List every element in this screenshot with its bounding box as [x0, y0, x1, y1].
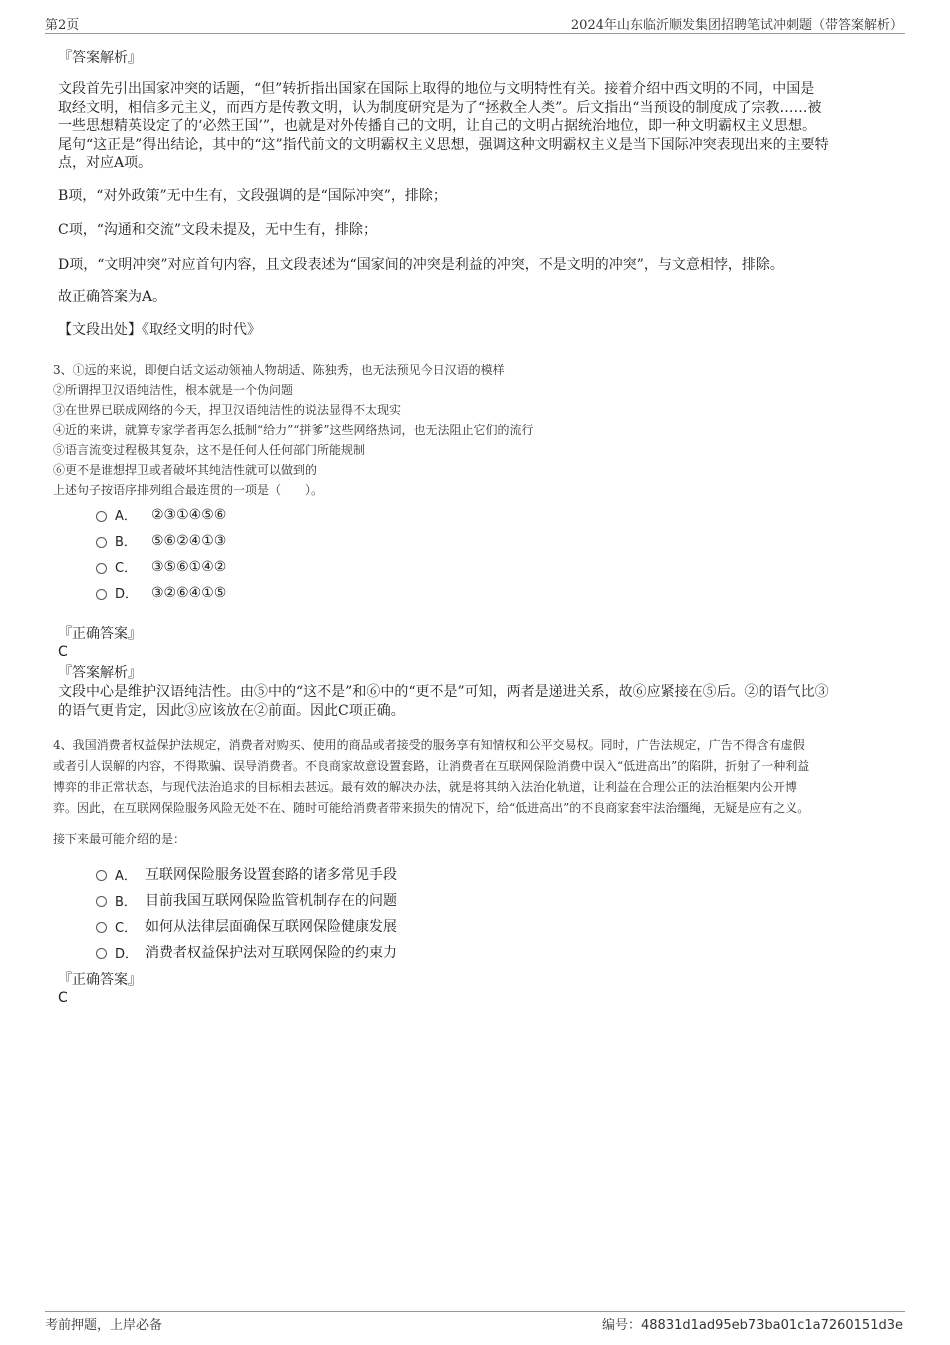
radio-icon[interactable]: [96, 948, 107, 959]
header-divider: [45, 33, 905, 34]
footer-divider: [45, 1311, 905, 1312]
q2-conclusion: 故正确答案为A。: [58, 289, 167, 305]
q2-analysis-line: 尾句“这正是”得出结论，其中的“这”指代前文的文明霸权主义思想，强调这种文明霸权主义是当下国际冲突表现出来的主要特: [58, 136, 829, 153]
radio-icon[interactable]: [96, 511, 107, 522]
q3-option-a[interactable]: [96, 505, 226, 524]
radio-icon[interactable]: [96, 922, 107, 933]
q3-answer-label: 『正确答案』: [58, 626, 142, 642]
q3-analysis-line: 文段中心是维护汉语纯洁性。由⑤中的“这不是”和⑥中的“更不是”可知，两者是递进关系，故⑥应紧接在⑤后。②的语气比③: [58, 684, 829, 700]
q2-analysis-line: 文段首先引出国家冲突的话题，“但”转折指出国家在国际上取得的地位与文明特性有关。接着介绍中西文明的不同，中国是: [58, 81, 815, 97]
footer-code-label: 编号：: [601, 1318, 641, 1333]
q3-answer: C: [58, 644, 68, 660]
q3-stem-line: 3、①远的来说，即便白话文运动领袖人物胡适、陈独秀，也无法预见今日汉语的模样: [53, 363, 505, 377]
q3-stem-line: 上述句子按语序排列组合最连贯的一项是（ ）。: [53, 483, 324, 497]
radio-icon[interactable]: [96, 563, 107, 574]
q4-option-c[interactable]: [96, 916, 397, 936]
option-text: ⑤⑥②④①③: [151, 532, 227, 549]
radio-icon[interactable]: [96, 896, 107, 907]
q2-analysis-line: 取经文明，相信多元主义，而西方是传教文明，认为制度研究是为了“拯救全人类”。后文指出“当预设的制度成了宗教……被: [58, 99, 822, 116]
q3-analysis: [58, 683, 898, 720]
q4-stem-line: 博弈的非正常状态，与现代法治追求的目标相去甚远。最有效的解决办法，就是将其纳入法治化轨道，让利益在合理公正的法治框架内公开博: [53, 780, 798, 794]
q3-stem: [53, 360, 534, 500]
q2-analysis-label: 『答案解析』: [58, 50, 142, 66]
option-text: ③⑤⑥①④②: [151, 558, 227, 575]
q2-option-d-analysis: D项，“文明冲突”对应首句内容，且文段表述为“国家间的冲突是利益的冲突，不是文明的冲突”，与文意相悖，排除。: [58, 257, 784, 273]
q4-stem: [53, 735, 898, 819]
q3-analysis-line: 的语气更肯定，因此③应该放在②前面。因此C项正确。: [58, 702, 405, 719]
footer-slogan: 考前押题，上岸必备: [45, 1318, 163, 1333]
q2-option-c-analysis: C项，“沟通和交流”文段未提及，无中生有，排除；: [58, 222, 378, 238]
q4-stem-line: 弈。因此，在互联网保险服务风险无处不在、随时可能给消费者带来损失的情况下，给“低进高出”的不良商家套牢法治缰绳，无疑是应有之义。: [53, 801, 810, 815]
q2-source: 【文段出处】《取经文明的时代》: [58, 322, 261, 338]
q4-question: 接下来最可能介绍的是：: [53, 832, 186, 846]
page-number: 第2页: [45, 18, 80, 33]
q3-stem-line: ②所谓捍卫汉语纯洁性，根本就是一个伪问题: [53, 383, 294, 397]
radio-icon[interactable]: [96, 589, 107, 600]
q4-option-b[interactable]: [96, 890, 397, 910]
option-letter: B．: [115, 535, 137, 550]
q4-answer-label: 『正确答案』: [58, 972, 142, 988]
q2-analysis-line: 一些思想精英设定了的‘必然王国’”，也就是对外传播自己的文明，让自己的文明占据统治地位，即一种文明霸权主义思想。: [58, 118, 817, 134]
q3-stem-line: ⑤语言流变过程极其复杂，这不是任何人任何部门所能规制: [53, 443, 366, 457]
option-text: 如何从法律层面确保互联网保险健康发展: [145, 919, 397, 935]
q2-analysis: [58, 80, 898, 173]
q4-answer: C: [58, 990, 68, 1006]
document-title: 2024年山东临沂顺发集团招聘笔试冲刺题（带答案解析）: [570, 18, 903, 33]
option-letter: C．: [115, 920, 138, 936]
q3-stem-line: ③在世界已联成网络的今天，捍卫汉语纯洁性的说法显得不太现实: [53, 403, 402, 417]
q3-option-d[interactable]: [96, 583, 226, 602]
q2-analysis-line: 点，对应A项。: [58, 155, 153, 171]
q4-option-d[interactable]: [96, 942, 397, 962]
option-letter: B．: [115, 894, 137, 910]
q3-option-b[interactable]: [96, 531, 226, 550]
q3-stem-line: ⑥更不是谁想捍卫或者破坏其纯洁性就可以做到的: [53, 463, 318, 477]
option-letter: D．: [115, 587, 139, 602]
radio-icon[interactable]: [96, 537, 107, 548]
option-letter: D．: [115, 946, 139, 962]
q4-stem-line: 4、我国消费者权益保护法规定，消费者对购买、使用的商品或者接受的服务享有知情权和公平交易权。同时，广告法规定，广告不得含有虚假: [53, 738, 805, 752]
option-letter: A．: [115, 509, 137, 524]
option-text: 消费者权益保护法对互联网保险的约束力: [145, 945, 397, 961]
option-text: ②③①④⑤⑥: [151, 506, 227, 523]
q3-stem-line: ④近的来讲，就算专家学者再怎么抵制“给力”“拼爹”这些网络热词，也无法阻止它们的流行: [53, 423, 534, 437]
option-text: 互联网保险服务设置套路的诸多常见手段: [145, 867, 397, 883]
footer-code-value: 48831d1ad95eb73ba01c1a7260151d3e: [641, 1318, 903, 1333]
q3-option-c[interactable]: [96, 557, 226, 576]
q4-option-a[interactable]: [96, 864, 397, 884]
q3-analysis-label: 『答案解析』: [58, 665, 142, 681]
radio-icon[interactable]: [96, 870, 107, 881]
option-text: ③②⑥④①⑤: [151, 584, 227, 601]
option-text: 目前我国互联网保险监管机制存在的问题: [145, 893, 397, 909]
option-letter: C．: [115, 561, 138, 576]
footer-code: [602, 1314, 903, 1333]
option-letter: A．: [115, 868, 137, 884]
q4-stem-line: 或者引人误解的内容，不得欺骗、误导消费者。不良商家故意设置套路，让消费者在互联网保险消费中误入“低进高出”的陷阱，折射了一种利益: [53, 759, 810, 773]
q2-option-b-analysis: B项，“对外政策”无中生有，文段强调的是“国际冲突”，排除；: [58, 188, 447, 204]
